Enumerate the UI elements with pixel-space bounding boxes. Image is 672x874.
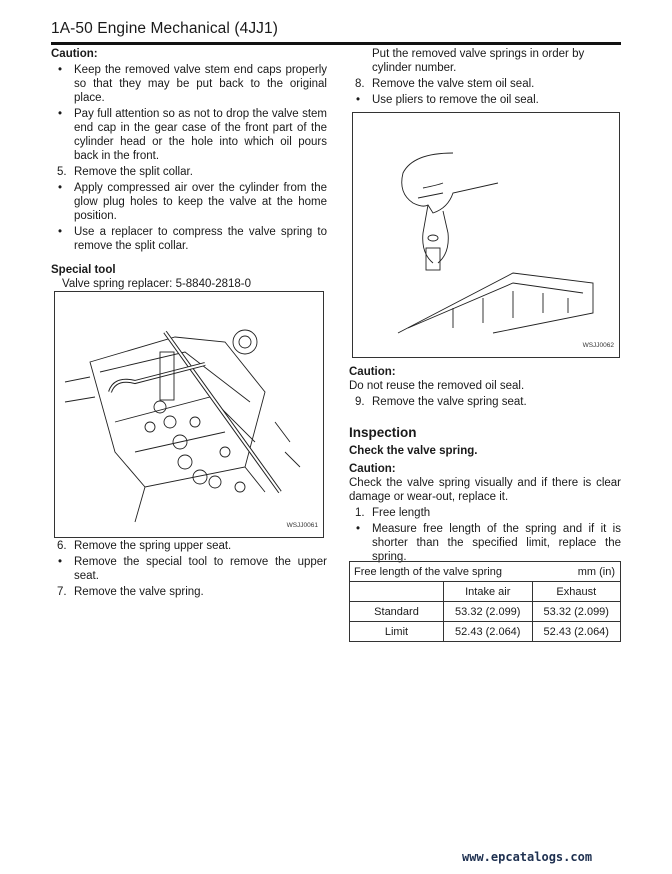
left-column-lower xyxy=(51,537,327,599)
figure-valve-spring-replacer xyxy=(54,291,324,538)
figure-oil-seal-removal xyxy=(352,112,620,358)
page-header xyxy=(51,18,621,45)
step-8-bullet: • Use pliers to remove the oil seal. xyxy=(356,94,539,106)
table-row: Standard 53.32 (2.099) 53.32 (2.099) xyxy=(350,602,621,622)
figure-code: WSJJ0061 xyxy=(286,522,318,529)
caution-text: Do not reuse the removed oil seal. xyxy=(349,380,525,392)
special-tool-replacer: Valve spring replacer: 5-8840-2818-0 xyxy=(62,278,252,290)
left-column xyxy=(51,47,327,305)
step-5-bullet: • Use a replacer to compress the valve spring to remove the split collar. xyxy=(58,226,327,252)
step-6-bullet: • Remove the special tool to remove the upper seat. xyxy=(58,556,327,582)
caution-label: Caution: xyxy=(51,48,98,60)
step-1-bullet: • Measure free length of the spring and if it is shorter than the specified limit, replace the spring. xyxy=(356,523,621,563)
step-1: 1. Free length xyxy=(355,507,431,519)
check-valve-spring-heading: Check the valve spring. xyxy=(349,445,478,457)
right-column-lower xyxy=(349,365,621,564)
right-column xyxy=(349,47,621,107)
caution-bullet: • Keep the removed valve stem end caps properly so that they may be put back to the original place. xyxy=(58,64,327,104)
caution-bullet: • Pay full attention so as not to drop the valve stem end cap in the gear case of the front part of the cylinder head or the hole into which oil pours back in the front. xyxy=(58,108,327,162)
step-7-note: Put the removed valve springs in order by cylinder number. xyxy=(372,48,585,74)
step-9: 9. Remove the valve spring seat. xyxy=(355,396,527,408)
engine-head-illustration xyxy=(55,292,323,537)
caution-text-2: Check the valve spring visually and if there is clear damage or wear-out, replace it. xyxy=(349,477,621,503)
caution-label-2: Caution: xyxy=(349,463,396,475)
step-8: 8. Remove the valve stem oil seal. xyxy=(355,78,535,90)
step-5-bullet: • Apply compressed air over the cylinder from the glow plug holes to keep the valve at the home position. xyxy=(58,182,327,222)
inspection-heading: Inspection xyxy=(349,425,417,440)
table-title-row: Free length of the valve spring mm (in) xyxy=(350,562,621,582)
pliers-illustration xyxy=(353,113,619,357)
figure-code: WSJJ0062 xyxy=(582,342,614,349)
page-title: 1A-50 Engine Mechanical (4JJ1) xyxy=(51,20,279,37)
table-row: Limit 52.43 (2.064) 52.43 (2.064) xyxy=(350,622,621,642)
step-5: 5. Remove the split collar. xyxy=(57,166,193,178)
free-length-table xyxy=(349,561,621,642)
caution-label: Caution: xyxy=(349,366,396,378)
step-6: 6. Remove the spring upper seat. xyxy=(57,540,232,552)
step-7: 7. Remove the valve spring. xyxy=(57,586,204,598)
table-unit: mm (in) xyxy=(577,565,615,578)
table-header-row: Intake air Exhaust xyxy=(350,582,621,602)
special-tool-label: Special tool xyxy=(51,264,116,276)
watermark: www.epcatalogs.com xyxy=(462,850,593,864)
